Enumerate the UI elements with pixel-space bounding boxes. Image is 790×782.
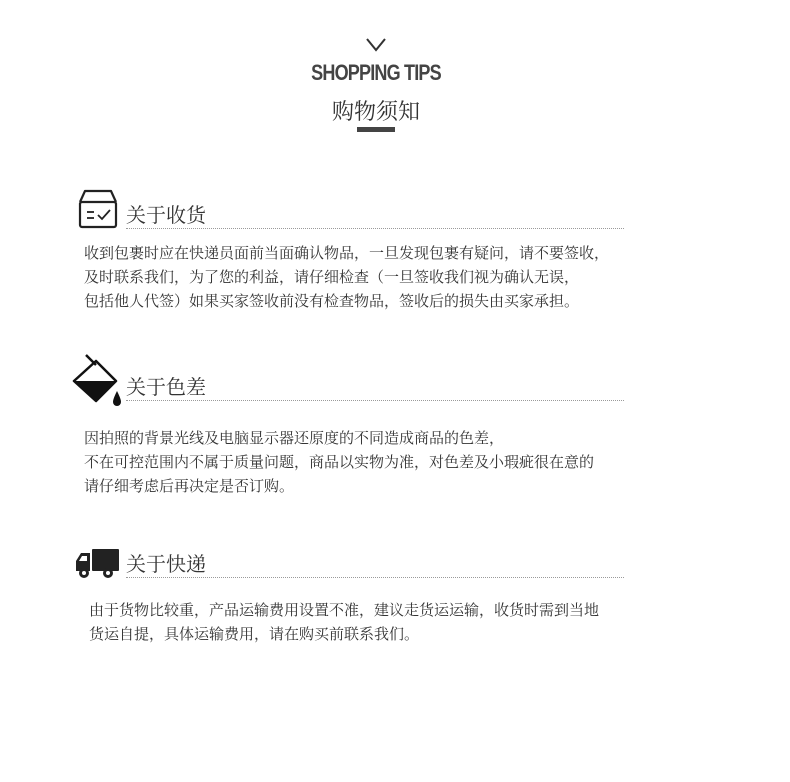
body-line: 因拍照的背景光线及电脑显示器还原度的不同造成商品的色差， [84, 429, 505, 447]
paint-bucket-icon [72, 353, 124, 409]
title-underline [357, 127, 395, 132]
package-box-icon [77, 188, 119, 230]
body-line: 及时联系我们，为了您的利益，请仔细检查（一旦签收我们视为确认无误， [84, 268, 580, 286]
body-line: 包括他人代签）如果买家签收前没有检查物品，签收后的损失由买家承担。 [84, 292, 580, 310]
divider [126, 400, 624, 401]
divider [126, 228, 624, 229]
delivery-truck-icon [75, 547, 120, 580]
body-line: 收到包裹时应在快递员面前当面确认物品，一旦发现包裹有疑问，请不要签收， [84, 244, 610, 262]
body-line: 货运自提，具体运输费用，请在购买前联系我们。 [89, 625, 420, 643]
page-title-cn: 购物须知 [331, 100, 420, 125]
section-title: 关于色差 [126, 375, 206, 399]
chevron-down-icon [364, 36, 388, 54]
page-title-en: SHOPPING TIPS [311, 60, 441, 85]
body-line: 由于货物比较重，产品运输费用设置不准，建议走货运运输，收货时需到当地 [89, 601, 600, 619]
section-body [84, 426, 594, 498]
body-line: 请仔细考虑后再决定是否订购。 [84, 477, 295, 495]
section-title: 关于快递 [126, 552, 206, 576]
section-title: 关于收货 [126, 203, 206, 227]
section-body [89, 598, 599, 646]
divider [126, 577, 624, 578]
section-body [84, 241, 609, 313]
body-line: 不在可控范围内不属于质量问题，商品以实物为准，对色差及小瑕疵很在意的 [84, 453, 595, 471]
